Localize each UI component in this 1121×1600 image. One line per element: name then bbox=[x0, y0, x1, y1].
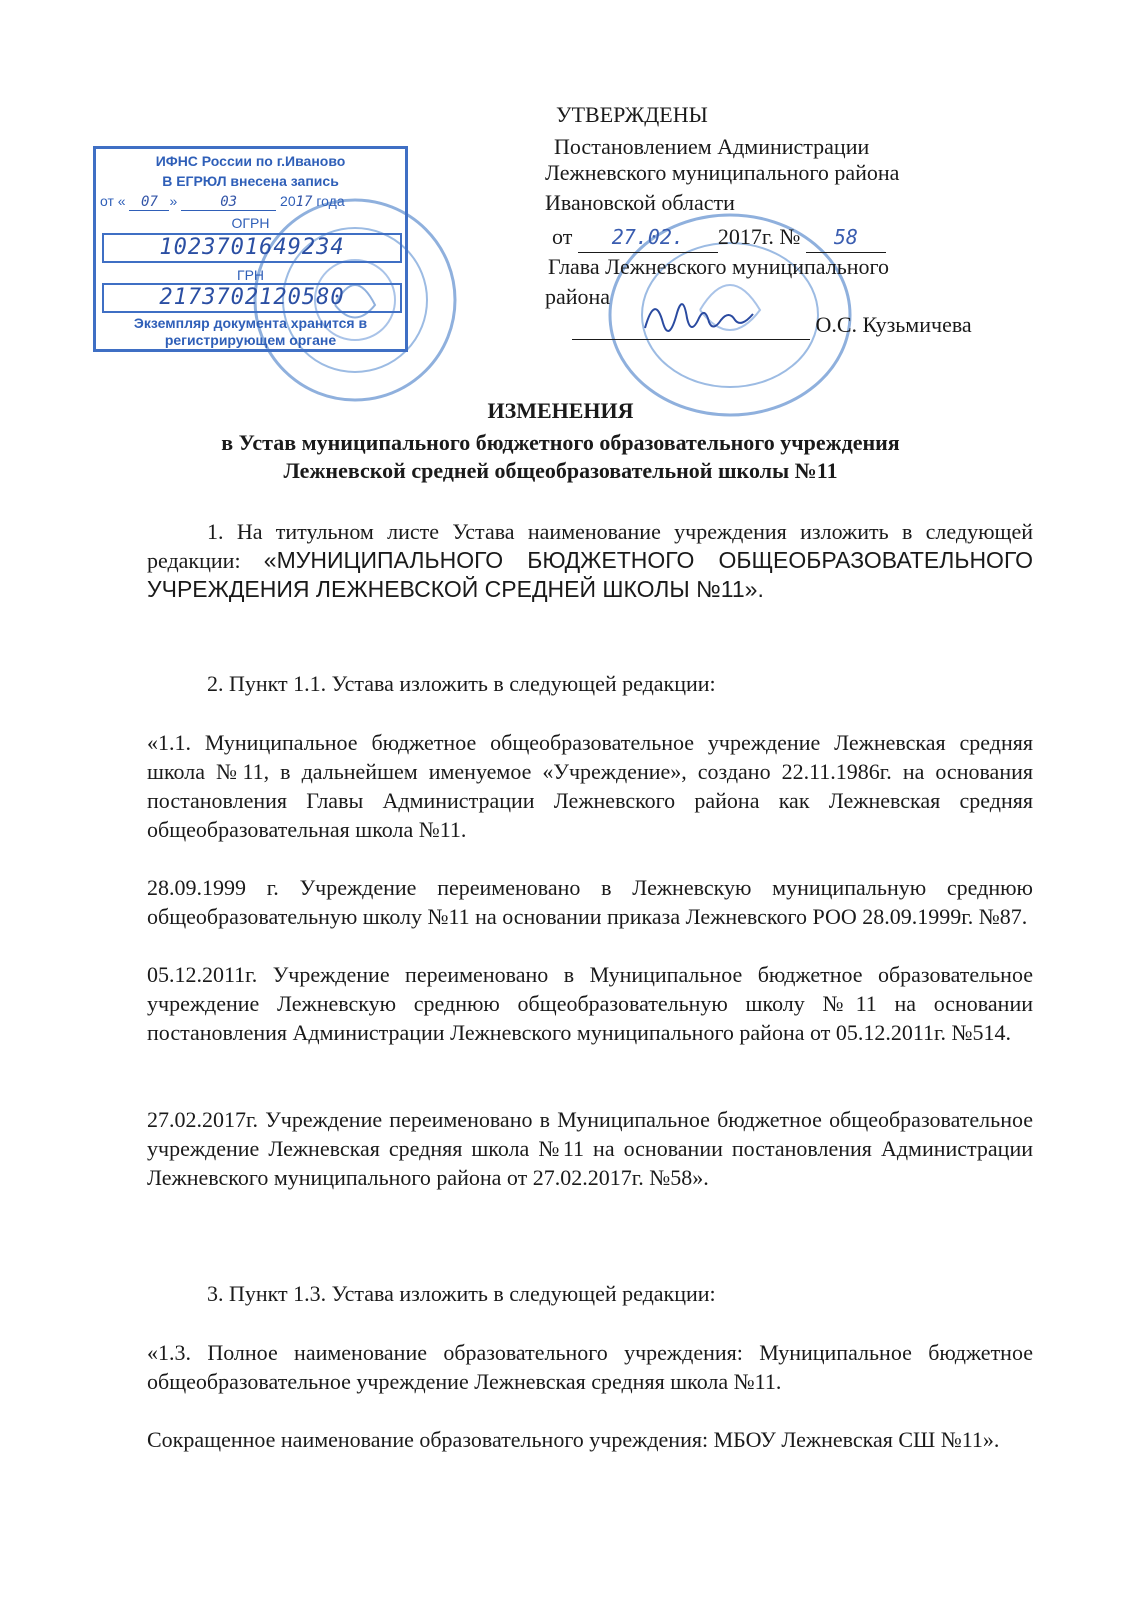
approval-line3: Ивановской области bbox=[545, 190, 735, 215]
stamp-footer1: Экземпляр документа хранится в bbox=[133, 315, 368, 331]
approval-line1: Постановлением Администрации bbox=[554, 134, 870, 159]
stamp-ogrn-label: ОГРН bbox=[231, 215, 270, 231]
stamp-line1: ИФНС России по г.Иваново bbox=[155, 153, 346, 169]
registration-stamp bbox=[93, 146, 408, 352]
signer-name: О.С. Кузьмичева bbox=[815, 312, 972, 337]
item-1-text: 1. На титульном листе Устава наименование учреждения изложить в следующей редакции: bbox=[147, 519, 1033, 573]
clause-1-3-part-a: «1.3. Полное наименование образовательного учреждения: Муниципальное бюджетное общеобразовательное учреждение Лежневская средняя школа №11. bbox=[147, 1340, 1033, 1394]
clause-1-3-part-b: Сокращенное наименование образовательного учреждения: МБОУ Лежневская СШ №11». bbox=[147, 1427, 1000, 1452]
stamp-grn-value: 2173702120580 bbox=[102, 283, 402, 313]
item-1 bbox=[147, 517, 1033, 604]
item-2: 2. Пункт 1.1. Устава изложить в следующей редакции: bbox=[207, 671, 716, 696]
item-1-name: «МУНИЦИПАЛЬНОГО БЮДЖЕТНОГО ОБЩЕОБРАЗОВАТЕЛЬНОГО УЧРЕЖДЕНИЯ ЛЕЖНЕВСКОЙ СРЕДНЕЙ ШКОЛЫ №11». bbox=[147, 547, 1033, 602]
approval-date-row: от 27.02. 2017г. № 58 bbox=[552, 222, 886, 253]
document-title: ИЗМЕНЕНИЯ bbox=[487, 398, 634, 423]
item-3: 3. Пункт 1.3. Устава изложить в следующей редакции: bbox=[207, 1281, 716, 1306]
clause-1-1-part-c: 05.12.2011г. Учреждение переименовано в Муниципальное бюджетное образовательное учреждение Лежневскую среднюю общеобразовательную школу №11 на основании постановления Администрации Лежневского муниципального района от 05.12.2011г. №514. bbox=[147, 962, 1033, 1045]
signature-icon bbox=[640, 288, 780, 348]
stamp-grn-label: ГРН bbox=[236, 267, 265, 283]
approval-line2: Лежневского муниципального района bbox=[545, 160, 900, 185]
clause-1-1-part-d: 27.02.2017г. Учреждение переименовано в Муниципальное бюджетное общеобразовательное учреждение Лежневская средняя школа №11 на основании постановления Администрации Лежневского муниципального района от 27.02.2017г. №58». bbox=[147, 1107, 1033, 1190]
approval-head-line1: Глава Лежневского муниципального bbox=[548, 254, 890, 279]
document-subtitle1: в Устав муниципального бюджетного образовательного учреждения bbox=[221, 430, 900, 455]
stamp-line2: В ЕГРЮЛ внесена запись bbox=[162, 173, 339, 189]
stamp-month: 03 bbox=[181, 194, 276, 211]
approval-date: 27.02. bbox=[578, 222, 718, 253]
stamp-day: 07 bbox=[129, 194, 169, 211]
approval-heading: УТВЕРЖДЕНЫ bbox=[556, 102, 708, 127]
stamp-ogrn-value: 1023701649234 bbox=[102, 233, 402, 263]
approval-number: 58 bbox=[806, 222, 886, 253]
clause-1-1-part-b: 28.09.1999 г. Учреждение переименовано в Лежневскую муниципальную среднюю общеобразовательную школу №11 на основании приказа Лежневского РОО 28.09.1999г. №87. bbox=[147, 875, 1033, 929]
stamp-date-row: от « 07 » 03 2017 года bbox=[100, 193, 345, 210]
stamp-footer2: регистрирующем органе bbox=[164, 332, 337, 348]
approval-head-line2: района bbox=[545, 284, 611, 309]
stamp-year: 17 bbox=[295, 194, 313, 210]
clause-1-1-part-a: «1.1. Муниципальное бюджетное общеобразовательное учреждение Лежневская средняя школа №11, в дальнейшем именуемое «Учреждение», создано 22.11.1986г. на основания постановления Главы Администрации Лежневского района как Лежневская средняя общеобразовательная школа №11. bbox=[147, 730, 1033, 842]
document-subtitle2: Лежневской средней общеобразовательной школы №11 bbox=[283, 458, 838, 483]
